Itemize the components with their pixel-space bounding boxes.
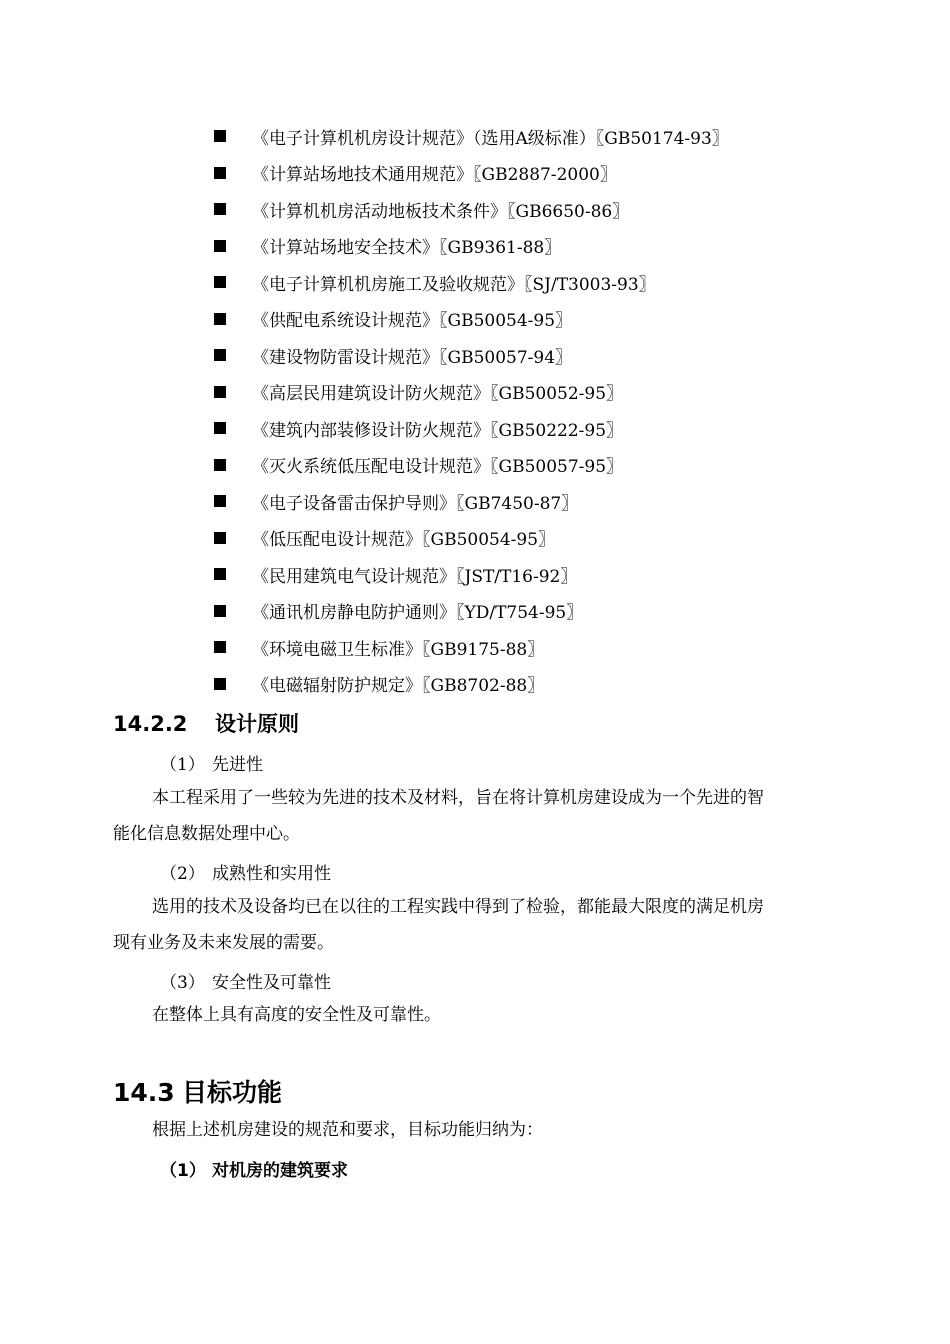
square-bullet-icon — [214, 568, 226, 580]
standard-text: 《灭火系统低压配电设计规范》〖GB50057-95〗 — [252, 457, 624, 477]
section-heading-14-2-2 — [113, 708, 299, 738]
section-title: 设计原则 — [215, 712, 299, 736]
standard-text: 《计算机机房活动地板技术条件》〖GB6650-86〗 — [252, 201, 630, 222]
item-mark: （1） — [160, 1161, 206, 1181]
square-bullet-icon — [214, 276, 226, 288]
square-bullet-icon — [214, 167, 226, 179]
subheading-advanced — [160, 750, 263, 775]
square-bullet-icon — [214, 641, 226, 653]
standard-text: 《电子计算机机房施工及验收规范》〖SJ/T3003-93〗 — [252, 274, 656, 295]
list-item — [214, 264, 656, 300]
paragraph-line: 根据上述机房建设的规范和要求，目标功能归纳为： — [152, 1120, 543, 1140]
paragraph-line: 选用的技术及设备均已在以往的工程实践中得到了检验，都能最大限度的满足机房 — [152, 897, 764, 917]
item-mark: （1） — [160, 755, 205, 775]
item-label: 成熟性和实用性 — [212, 864, 331, 884]
paragraph-line: 现有业务及未来发展的需要。 — [113, 933, 334, 953]
section-title: 目标功能 — [182, 1078, 283, 1107]
square-bullet-icon — [214, 422, 226, 434]
standard-text: 《低压配电设计规范》〖GB50054-95〗 — [252, 530, 556, 550]
list-item — [214, 228, 561, 264]
section-number: 14.3 — [113, 1078, 175, 1107]
square-bullet-icon — [214, 240, 226, 252]
square-bullet-icon — [214, 386, 226, 398]
paragraph-line: 在整体上具有高度的安全性及可靠性。 — [152, 1005, 441, 1025]
item-label: 安全性及可靠性 — [212, 973, 331, 993]
list-item — [214, 666, 544, 702]
list-item — [214, 520, 555, 556]
standard-text: 《计算站场地技术通用规范》〖GB2887-2000〗 — [252, 165, 617, 185]
standard-text: 《环境电磁卫生标准》〖GB9175-88〗 — [252, 639, 545, 660]
list-item — [214, 410, 623, 446]
list-item — [214, 301, 572, 337]
list-item — [214, 483, 578, 519]
subheading-mature — [160, 859, 331, 884]
list-item — [214, 337, 572, 373]
item-mark: （2） — [160, 864, 205, 884]
list-item — [214, 629, 544, 665]
square-bullet-icon — [214, 313, 226, 325]
standard-text: 《通讯机房静电防护通则》〖YD/T754-95〗 — [252, 603, 584, 623]
square-bullet-icon — [214, 130, 226, 142]
list-item — [214, 556, 577, 592]
standard-text: 《电子设备雷击保护导则》〖GB7450-87〗 — [252, 493, 579, 514]
standard-text: 《民用建筑电气设计规范》〖JST/T16-92〗 — [252, 566, 578, 587]
standard-text: 《电子计算机机房设计规范》（选用A级标准）〖GB50174-93〗 — [252, 128, 729, 149]
item-label: 对机房的建筑要求 — [212, 1161, 348, 1181]
item-mark: （3） — [160, 973, 205, 993]
paragraph-line: 能化信息数据处理中心。 — [113, 824, 300, 844]
list-item — [214, 593, 583, 629]
square-bullet-icon — [214, 459, 226, 471]
item-label: 先进性 — [212, 755, 263, 775]
standard-text: 《高层民用建筑设计防火规范》〖GB50052-95〗 — [252, 384, 624, 404]
list-item — [214, 191, 629, 227]
list-item — [214, 374, 623, 410]
standard-text: 《建筑内部装修设计防火规范》〖GB50222-95〗 — [252, 420, 624, 441]
standard-text: 《建设物防雷设计规范》〖GB50057-94〗 — [252, 347, 573, 368]
standard-text: 《供配电系统设计规范》〖GB50054-95〗 — [252, 311, 573, 331]
standard-text: 《计算站场地安全技术》〖GB9361-88〗 — [252, 238, 562, 258]
square-bullet-icon — [214, 678, 226, 690]
section-number: 14.2.2 — [113, 712, 188, 736]
square-bullet-icon — [214, 532, 226, 544]
standard-text: 《电磁辐射防护规定》〖GB8702-88〗 — [252, 676, 545, 696]
list-item — [214, 447, 623, 483]
square-bullet-icon — [214, 203, 226, 215]
paragraph-line: 本工程采用了一些较为先进的技术及材料，旨在将计算机房建设成为一个先进的智 — [152, 788, 764, 808]
square-bullet-icon — [214, 349, 226, 361]
square-bullet-icon — [214, 495, 226, 507]
section-heading-14-3 — [113, 1073, 282, 1109]
square-bullet-icon — [214, 605, 226, 617]
subheading-safety — [160, 968, 331, 993]
subheading-building-requirements — [160, 1156, 348, 1181]
list-item — [214, 118, 729, 154]
list-item — [214, 155, 617, 191]
